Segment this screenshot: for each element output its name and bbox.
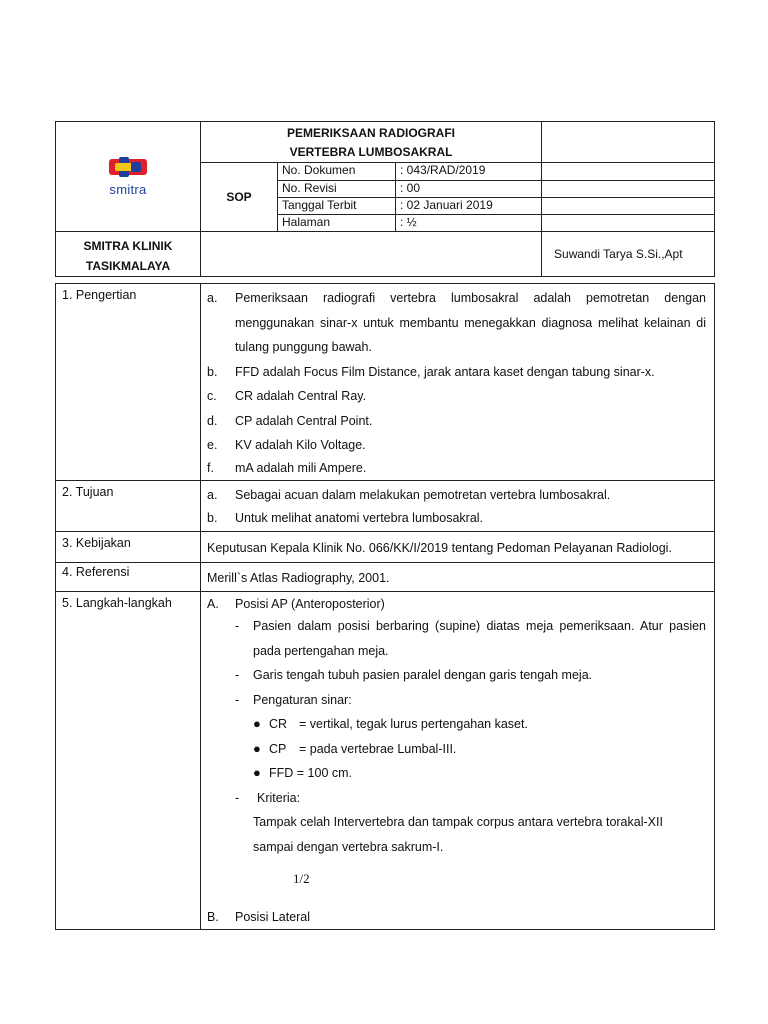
bullet-item [207,761,706,786]
section-content [201,563,715,592]
blank-meta-cell [542,215,715,232]
list-marker: a. [207,291,218,305]
bullet-dot-icon: ● [253,765,261,780]
list-marker: a. [207,487,218,502]
meta-value: : 00 [396,181,542,198]
criteria-heading [207,786,706,811]
sop-body-table [55,283,715,930]
title-line-1: PEMERIKSAAN RADIOGRAFI [287,126,456,140]
blank-meta-cell [542,163,715,181]
list-text: Untuk melihat anatomi vertebra lumbosakral. [235,511,484,525]
logo-cell [56,122,201,232]
section-content [201,480,715,532]
step-item [207,614,706,663]
dash-marker: - [235,692,240,707]
bullet-item [207,712,706,737]
policy-text: Keputusan Kepala Klinik No. 066/KK/I/2019 tentang Pedoman Pelayanan Radiologi. [207,541,672,555]
blank-meta-cell [542,198,715,215]
step-text: Pasien dalam posisi berbaring (supine) diatas meja pemeriksaan. Atur pasien pada pertengahan meja. [253,619,706,658]
smitra-logo [109,157,147,197]
bullet-value: = pada vertebrae Lumbal-III. [299,741,457,756]
list-text: CR adalah Central Ray. [235,389,367,403]
clinic-line-2: TASIKMALAYA [85,259,171,273]
bullet-text [269,712,528,737]
sop-header-table [55,121,715,277]
reference-text: Merill`s Atlas Radiography, 2001. [207,571,390,585]
step-text: Garis tengah tubuh pasien paralel dengan garis tengah meja. [253,668,593,682]
step-text: Pengaturan sinar: [253,692,352,707]
list-item [207,286,706,360]
meta-value: : 043/RAD/2019 [396,163,542,181]
list-text: Posisi AP (Anteroposterior) [235,597,385,611]
position-heading [207,594,706,614]
meta-value: : 02 Januari 2019 [396,198,542,215]
list-marker: c. [207,389,217,403]
meta-label: No. Revisi [278,181,396,198]
section-content [201,532,715,563]
bullet-item [207,737,706,762]
section-content [201,592,715,930]
list-item [207,507,706,529]
blank-header-cell [542,122,715,163]
bullet-text [269,737,456,762]
bullet-key: CP [269,741,287,756]
bullet-dot-icon: ● [253,716,261,731]
meta-label: No. Dokumen [278,163,396,181]
list-text: Posisi Lateral [235,910,311,924]
position-heading [207,907,706,927]
section-label: 5. Langkah-langkah [56,592,201,930]
list-item [207,409,706,434]
page-number: 1/2 [293,871,310,886]
section-label: 2. Tujuan [56,480,201,532]
bullet-value: FFD = 100 cm. [269,766,353,780]
bullet-value: = vertikal, tegak lurus pertengahan kaset. [299,717,528,731]
list-text: FFD adalah Focus Film Distance, jarak antara kaset dengan tabung sinar-x. [235,364,655,379]
step-item [207,688,706,713]
dash-marker: - [235,790,240,805]
list-item [207,483,706,508]
section-referensi [56,563,715,592]
criteria-text: Tampak celah Intervertebra dan tampak corpus antara vertebra torakal-XII sampai dengan vertebra sakrum-I. [253,815,663,854]
section-label: 4. Referensi [56,563,201,592]
clinic-line-1: SMITRA KLINIK [83,239,173,253]
list-marker: b. [207,511,218,525]
list-item [207,384,706,409]
list-marker: B. [207,910,219,924]
clinic-name [56,232,201,277]
title-line-2: VERTEBRA LUMBOSAKRAL [289,145,453,159]
section-pengertian [56,284,715,481]
list-text: KV adalah Kilo Voltage. [235,438,366,452]
section-label: 1. Pengertian [56,284,201,481]
list-item [207,360,706,385]
list-text: Pemeriksaan radiografi vertebra lumbosakral adalah pemotretan dengan menggunakan sinar-x untuk membantu menegakkan diagnosa melihat kelainan di tulang punggung bawah. [235,291,706,354]
signer-name: Suwandi Tarya S.Si.,Apt [542,232,715,277]
list-marker: f. [207,460,214,475]
step-item [207,663,706,688]
section-tujuan [56,480,715,532]
list-item [207,433,706,458]
list-text: Sebagai acuan dalam melakukan pemotretan vertebra lumbosakral. [235,487,611,502]
logo-text: smitra [109,181,147,197]
list-marker: e. [207,438,218,452]
bullet-key: CR [269,717,288,731]
list-marker: d. [207,413,218,428]
smitra-logo-icon [109,157,147,177]
meta-label: Tanggal Terbit [278,198,396,215]
meta-label: Halaman [278,215,396,232]
section-langkah [56,592,715,930]
section-label: 3. Kebijakan [56,532,201,563]
dash-marker: - [235,668,240,682]
blank-meta-cell [542,181,715,198]
dash-marker: - [235,619,240,633]
document-title [201,122,542,163]
blank-clinic-cell [201,232,542,277]
section-content [201,284,715,481]
list-marker: A. [207,597,219,611]
list-text: CP adalah Central Point. [235,413,373,428]
list-marker: b. [207,364,218,379]
sop-label: SOP [201,163,278,232]
meta-value: : ½ [396,215,542,232]
criteria-label: Kriteria: [257,790,301,805]
list-item [207,458,706,478]
section-kebijakan [56,532,715,563]
list-text: mA adalah mili Ampere. [235,460,367,475]
bullet-dot-icon: ● [253,740,261,756]
